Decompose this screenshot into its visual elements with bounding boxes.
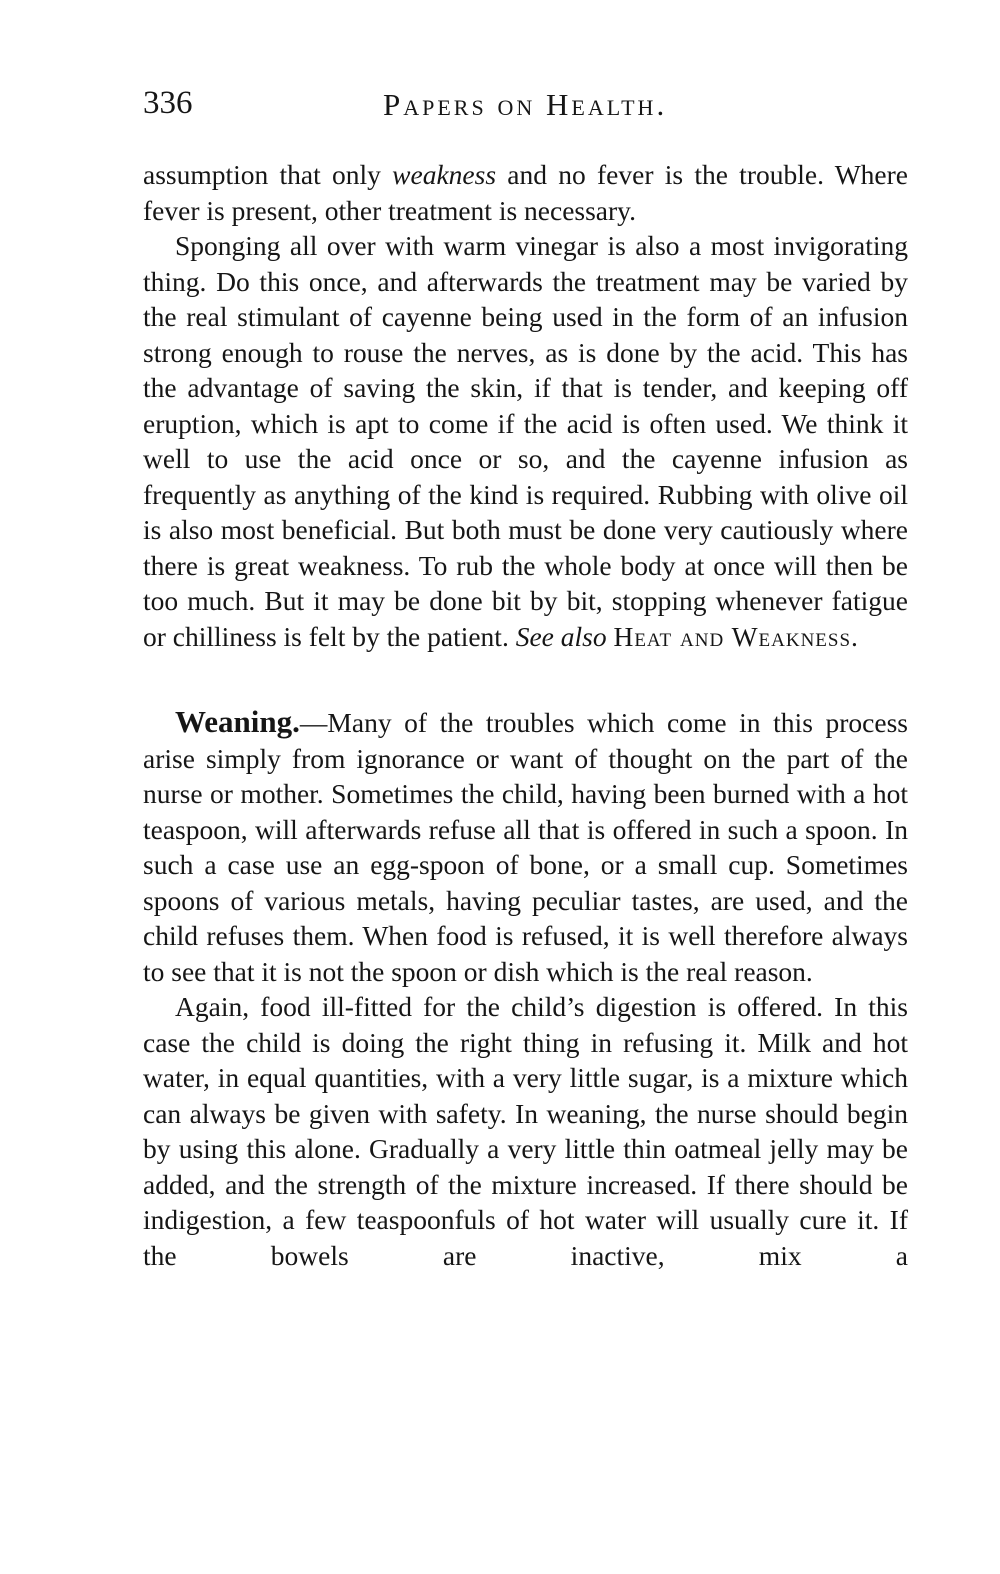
- text-run: Sponging all over with warm vinegar is also a most invigorating thing. Do this once, and afterwards the treatment may be varied by the real stimulant of cayenne being used in the form of an infusion strong enough to rouse the nerves, as is done by the acid. This has the advantage of saving the skin, if that is tender, and keeping off eruption, which is apt to come if the acid is often used. We think it well to use the acid once or so, and the cayenne infusion as frequently as anything of the kind is required. Rubbing with olive oil is also most beneficial. But both must be done very cautiously where there is great weakness. To rub the whole body at once will then be too much. But it may be done bit by bit, stopping whenever fatigue or chilliness is felt by the patient.: [143, 230, 908, 652]
- italic-weakness: weakness: [392, 159, 497, 190]
- section-gap: [143, 654, 908, 704]
- page-header: [143, 85, 908, 125]
- text-run: .: [851, 620, 858, 652]
- paragraph-weakness-continued: [143, 157, 908, 228]
- running-title: Papers on Health.: [383, 87, 668, 122]
- see-also-italic: See also: [515, 620, 607, 652]
- body-text: [143, 157, 908, 1273]
- cross-reference-heat-and-weakness: Heat and Weakness: [613, 620, 852, 652]
- text-run: and no fever is the trouble. Where fever is present, other treatment is necessary.: [143, 159, 908, 226]
- entry-title-weaning: Weaning.: [175, 704, 300, 739]
- text-run: —Many of the troubles which come in this process arise simply from ignorance or want of thought on the part of the nurse or mother. Sometimes the child, having been burned with a hot teaspoon, will afterwards refuse all that is offered in such a spoon. In such a case use an egg-spoon of bone, or a small cup. Sometimes spoons of various metals, having peculiar tastes, are used, and the child refuses them. When food is refused, it is well therefore always to see that it is not the spoon or dish which is the real reason.: [143, 707, 908, 987]
- paragraph-food-ill-fitted: [143, 989, 908, 1273]
- paragraph-weaning: [143, 704, 908, 989]
- text-run: Again, food ill-fitted for the child’s digestion is offered. In this case the child is doing the right thing in refusing it. Milk and hot water, in equal quantities, with a very little sugar, is a mixture which can always be given with safety. In weaning, the nurse should begin by using this alone. Gradually a very little thin oatmeal jelly may be added, and the strength of the mixture increased. If there should be indigestion, a few teaspoonfuls of hot water will usually cure it. If the bowels are inactive, mix a: [143, 991, 908, 1271]
- text-run: assumption that only: [143, 159, 393, 190]
- paragraph-sponging: [143, 228, 908, 654]
- page-number: 336: [143, 85, 193, 121]
